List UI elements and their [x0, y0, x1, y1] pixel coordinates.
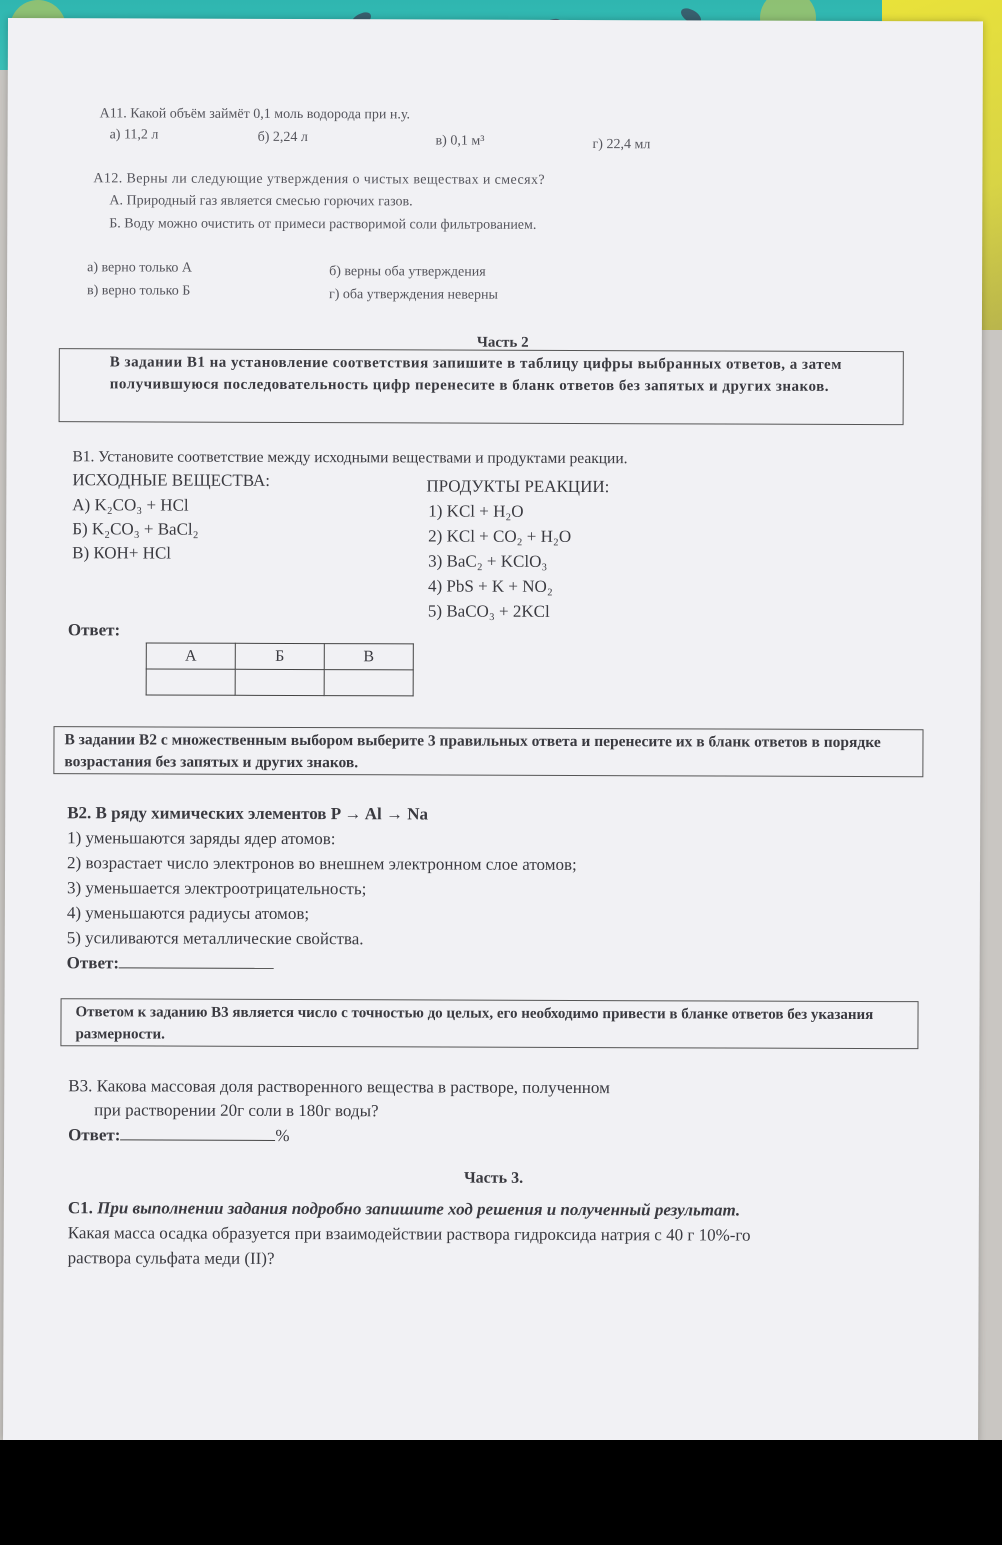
a11-question: А11. Какой объём займёт 0,1 моль водорода при н.у.	[99, 106, 411, 123]
b2-instruction: В задании В2 с множественным выбором выберите 3 правильных ответа и перенесите их в бланк ответов в порядке возрастания без запятых и других знаков.	[64, 731, 881, 772]
b1-answer-cell-c[interactable]	[324, 670, 413, 696]
b2-option: 3) уменьшается электроотрицательность;	[66, 878, 367, 899]
a11-option-a: а) 11,2 л	[109, 127, 159, 143]
a12-statement-a: А. Природный газ является смесью горючих газов.	[109, 193, 413, 210]
b3-question-line2: при растворении 20г соли в 180г воды?	[94, 1100, 379, 1121]
b1-answer-cell-b[interactable]	[235, 669, 324, 695]
b1-left-item: В) КОН+ HCl	[72, 543, 172, 563]
a12-option-a: а) верно только А	[87, 260, 193, 276]
b1-table-header-b: Б	[235, 643, 324, 669]
b3-answer-unit: %	[275, 1125, 290, 1145]
b2-question: В2. В ряду химических элементов P → Al → Na	[67, 803, 429, 824]
b1-right-item: 5) BaCO₃ + 2KCl	[427, 601, 550, 621]
b2-answer-line[interactable]	[119, 967, 274, 969]
b1-answer-label: Ответ:	[67, 620, 121, 640]
b1-answer-cell-a[interactable]	[146, 669, 235, 695]
b3-answer-label: Ответ:	[68, 1125, 121, 1145]
b1-right-item: 4) PbS + K + NO₂	[427, 576, 553, 596]
b1-instruction: В задании В1 на установление соответствия запишите в таблицу цифры выбранных ответов, а затем получившуюся последовательность цифр перенесите в бланк ответов без запятых и других знаков.	[109, 354, 842, 395]
a11-option-b: б) 2,24 л	[257, 129, 308, 146]
part3-title: Часть 3.	[463, 1169, 524, 1187]
b1-right-item: 1) KCl + H₂O	[428, 501, 524, 521]
a12-option-c: в) верно только Б	[87, 283, 191, 299]
c1-instruction-row	[68, 1198, 740, 1220]
a12-question: А12. Верны ли следующие утверждения о чистых веществах и смесях?	[93, 171, 546, 188]
b1-right-item: 3) BaC₂ + KClO₃	[428, 551, 548, 571]
c1-label: С1.	[67, 1198, 93, 1218]
b2-option: 1) уменьшаются заряды ядер атомов:	[67, 828, 336, 849]
b1-instruction-box	[59, 348, 904, 425]
b1-table-header-c: В	[324, 644, 413, 670]
b2-answer-row	[67, 953, 274, 974]
a12-statement-b: Б. Воду можно очистить от примеси растворимой соли фильтрованием.	[109, 216, 537, 233]
b3-answer-row	[68, 1125, 290, 1146]
a12-option-b: б) верны оба утверждения	[329, 264, 486, 280]
worksheet-page	[3, 18, 983, 1440]
b1-left-item: А) K₂CO₃ + HCl	[72, 495, 189, 515]
b2-option: 2) возрастает число электронов во внешнем электронном слое атомов;	[67, 853, 577, 874]
c1-question-line1: Какая масса осадка образуется при взаимодействии раствора гидроксида натрия с 40 г 10%-го	[67, 1223, 751, 1245]
b3-question-line1: В3. Какова массовая доля растворенного вещества в растворе, полученном	[68, 1076, 610, 1098]
a11-option-d: г) 22,4 мл	[592, 137, 651, 153]
b1-table-header-a: А	[146, 643, 235, 669]
b1-right-item: 2) KCl + CO₂ + H₂O	[428, 526, 572, 546]
b2-option: 5) усиливаются металлические свойства.	[66, 928, 364, 949]
b3-answer-line[interactable]	[120, 1139, 275, 1141]
b2-answer-label: Ответ:	[66, 953, 120, 973]
b2-instruction-box	[53, 726, 923, 777]
b1-answer-table	[146, 642, 414, 696]
b1-right-header: ПРОДУКТЫ РЕАКЦИИ:	[426, 476, 610, 497]
a12-option-d: г) оба утверждения неверны	[329, 287, 498, 303]
part2-title: Часть 2	[476, 334, 529, 351]
c1-instruction: При выполнении задания подробно запишите ход решения и полученный результат.	[97, 1198, 741, 1220]
b3-instruction: Ответом к заданию В3 является число с точностью до целых, его необходимо привести в бланке ответов без указания размерности.	[75, 1004, 874, 1043]
c1-question-line2: раствора сульфата меди (II)?	[67, 1248, 275, 1268]
b3-instruction-box	[60, 998, 918, 1049]
a11-option-c: в) 0,1 м³	[435, 133, 485, 149]
b2-option: 4) уменьшаются радиусы атомов;	[66, 903, 310, 924]
b1-left-item: Б) K₂CO₃ + BaCl₂	[72, 519, 199, 539]
b1-left-header: ИСХОДНЫЕ ВЕЩЕСТВА:	[72, 470, 271, 490]
b1-question: В1. Установите соответствие между исходными веществами и продуктами реакции.	[72, 448, 628, 468]
